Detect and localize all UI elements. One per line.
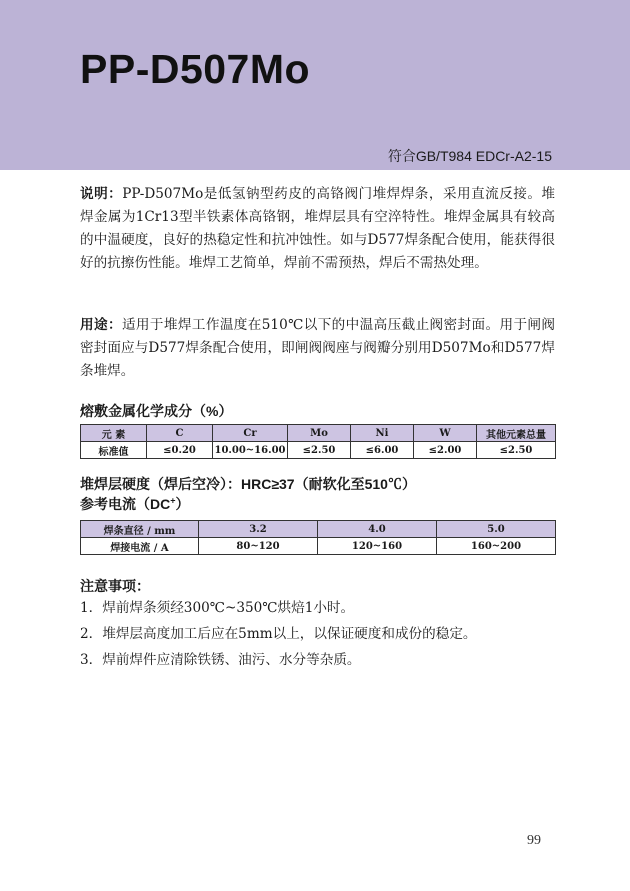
hardness-line: 堆焊层硬度（焊后空冷）：HRC≥37（耐软化至510℃） — [80, 476, 416, 492]
note-item: 3．焊前焊件应清除铁锈、油污、水分等杂质。 — [80, 652, 361, 668]
current-data-cell: 120~160 — [318, 538, 437, 555]
current-heading-sup: + — [170, 495, 176, 506]
chemistry-header-cell: Cr — [213, 425, 288, 442]
chemistry-header-cell: Mo — [288, 425, 351, 442]
chemistry-header-cell: W — [414, 425, 477, 442]
description-text: PP-D507Mo是低氢钠型药皮的高铬阀门堆焊焊条，采用直流反接。堆焊金属为1Cr13型半铁素体高铬钢，堆焊层具有空淬特性。堆焊金属具有较高的中温硬度，良好的热稳定性和抗冲蚀性。如与D577焊条配合使用，能获得很好的抗擦伤性能。堆焊工艺简单，焊前不需预热，焊后不需热处理。 — [80, 186, 556, 271]
usage-text: 适用于堆焊工作温度在510℃以下的中温高压截止阀密封面。用于闸阀密封面应与D577焊条配合使用，即闸阀阀座与阀瓣分别用D507Mo和D577焊条堆焊。 — [80, 317, 556, 379]
current-header-cell: 焊条直径 / mm — [81, 521, 199, 538]
current-heading — [80, 494, 190, 514]
current-table — [80, 520, 556, 555]
current-data-cell: 80~120 — [199, 538, 318, 555]
chemistry-header-cell: 元 素 — [81, 425, 147, 442]
chemistry-table — [80, 424, 556, 459]
chemistry-header-row — [81, 425, 556, 442]
chemistry-data-cell: ≤6.00 — [351, 442, 414, 459]
chemistry-data-row — [81, 442, 556, 459]
chemistry-data-cell: ≤2.00 — [414, 442, 477, 459]
page-title: PP-D507Mo — [80, 46, 311, 92]
description-label: 说明： — [80, 186, 123, 201]
notes-heading: 注意事项： — [80, 578, 150, 594]
note-item: 1．焊前焊条须经300℃~350℃烘焙1小时。 — [80, 600, 355, 616]
note-item: 2．堆焊层高度加工后应在5mm以上，以保证硬度和成份的稳定。 — [80, 626, 477, 642]
chemistry-data-cell: 标准值 — [81, 442, 147, 459]
current-data-cell: 焊接电流 / A — [81, 538, 199, 555]
page-number: 99 — [527, 833, 541, 848]
current-data-row — [81, 538, 556, 555]
description-paragraph — [80, 182, 555, 275]
chemistry-data-cell: ≤2.50 — [477, 442, 556, 459]
current-heading-text: 参考电流（DC — [80, 496, 171, 512]
current-header-cell: 4.0 — [318, 521, 437, 538]
chemistry-header-cell: Ni — [351, 425, 414, 442]
chemistry-data-cell: ≤2.50 — [288, 442, 351, 459]
chemistry-heading: 熔敷金属化学成分（%） — [80, 403, 233, 419]
chemistry-data-cell: 10.00~16.00 — [213, 442, 288, 459]
chemistry-header-cell: 其他元素总量 — [477, 425, 556, 442]
current-header-cell: 3.2 — [199, 521, 318, 538]
chemistry-data-cell: ≤0.20 — [147, 442, 213, 459]
chemistry-header-cell: C — [147, 425, 213, 442]
current-header-row — [81, 521, 556, 538]
current-heading-close: ） — [175, 496, 190, 512]
usage-label: 用途： — [80, 317, 122, 332]
current-header-cell: 5.0 — [437, 521, 556, 538]
standard-label: 符合GB/T984 EDCr-A2-15 — [387, 148, 552, 164]
usage-paragraph — [80, 313, 555, 383]
current-data-cell: 160~200 — [437, 538, 556, 555]
